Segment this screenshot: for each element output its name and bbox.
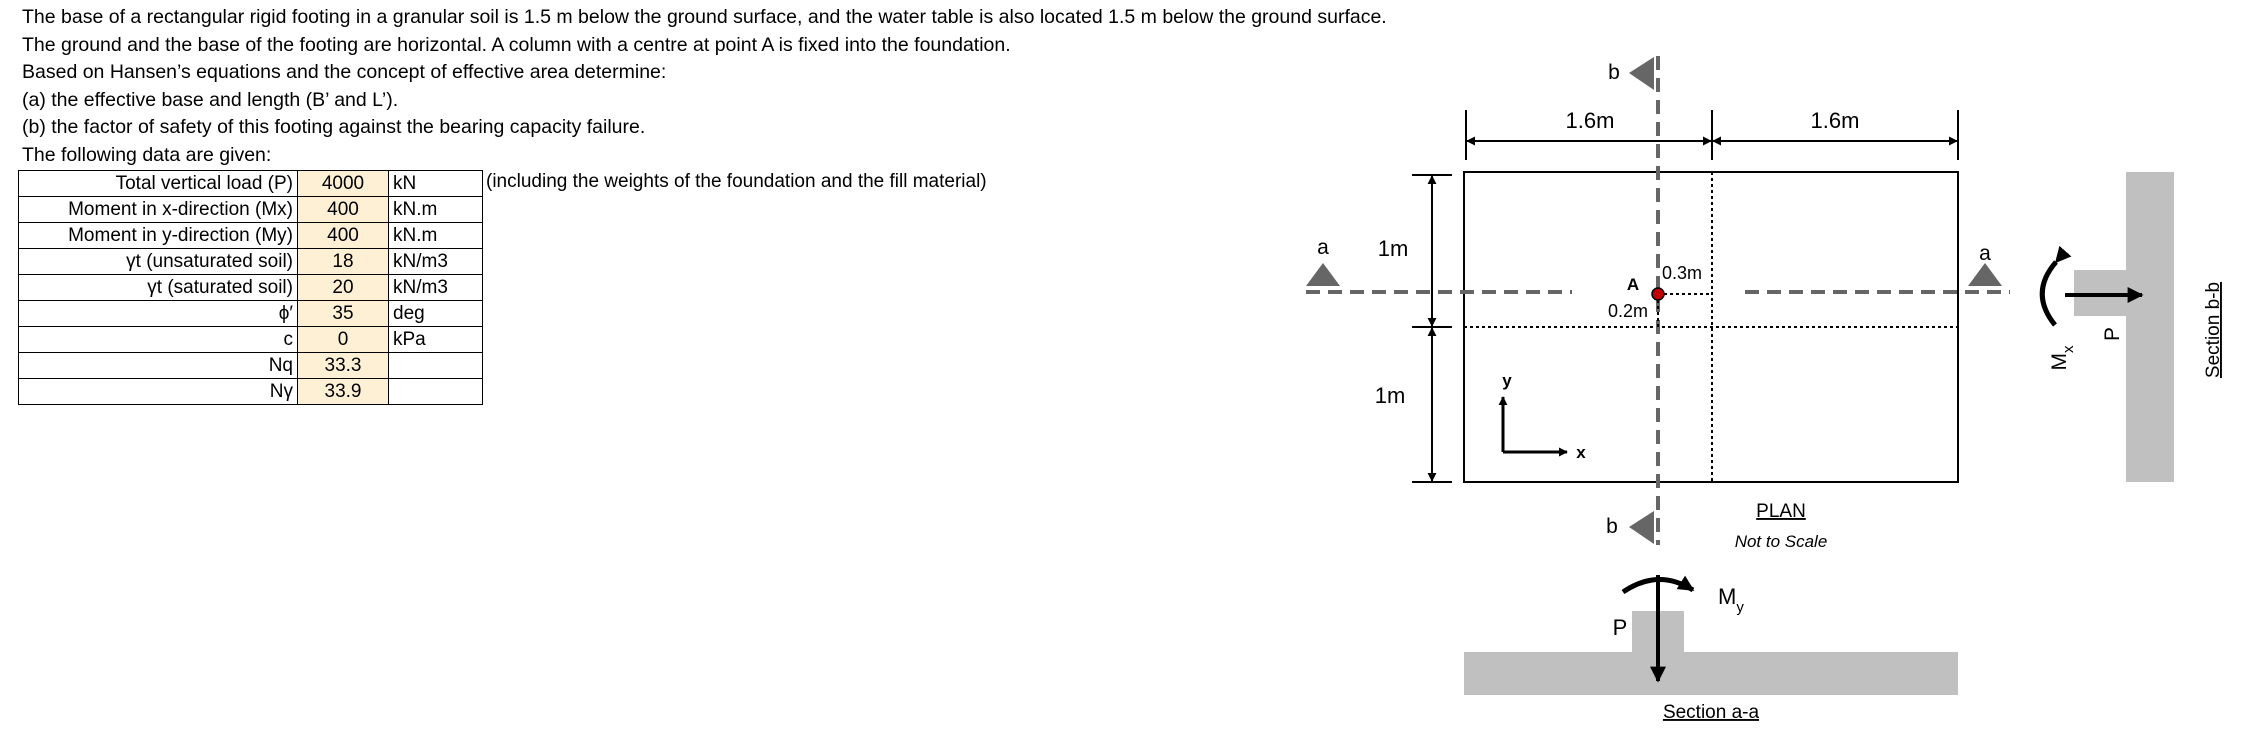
section-b-label-top: b bbox=[1608, 61, 1620, 84]
row-value: 400 bbox=[298, 197, 389, 223]
section-b-label-bottom: b bbox=[1606, 515, 1618, 538]
row-value: 0 bbox=[298, 327, 389, 353]
section-aa-moment-label bbox=[1718, 584, 1744, 616]
problem-line: Based on Hansen’s equations and the concept of effective area determine: bbox=[22, 61, 667, 84]
section-a-marker-right bbox=[1968, 263, 2002, 286]
moment-x-main: M bbox=[2048, 353, 2071, 371]
problem-line: The base of a rectangular rigid footing in a granular soil is 1.5 m below the ground surface, and the water table is also located 1.5 m below the ground surface. bbox=[22, 6, 1387, 28]
axis-y-label: y bbox=[1502, 371, 1512, 390]
row-unit: kN.m bbox=[389, 223, 483, 249]
section-bb-moment-arrow bbox=[2042, 262, 2056, 325]
section-bb-title: Section b-b bbox=[2203, 281, 2224, 379]
dim-left-width-label: 1.6m bbox=[1565, 108, 1615, 133]
row-value: 4000 bbox=[298, 171, 389, 197]
section-b-marker-bottom bbox=[1629, 511, 1654, 544]
row-label: c bbox=[19, 327, 298, 353]
row-value: 33.9 bbox=[298, 379, 389, 405]
problem-line: The ground and the base of the footing are horizontal. A column with a centre at point A is fixed into the foundation. bbox=[22, 33, 1011, 56]
row-unit: kPa bbox=[389, 327, 483, 353]
section-a-label-right: a bbox=[1979, 242, 1991, 265]
row-label: ϕ′ bbox=[19, 301, 298, 327]
row-value: 20 bbox=[298, 275, 389, 301]
offset-y-label: 0.2m bbox=[1607, 301, 1649, 321]
row-label: Total vertical load (P) bbox=[19, 171, 298, 197]
axis-x-label: x bbox=[1576, 443, 1586, 462]
section-a-label-left: a bbox=[1317, 236, 1329, 259]
row-unit: kN/m3 bbox=[389, 249, 483, 275]
moment-x-sub: x bbox=[2060, 345, 2077, 353]
moment-y-sub: y bbox=[1736, 599, 1744, 616]
moment-y-main: M bbox=[1718, 584, 1737, 609]
row-value: 35 bbox=[298, 301, 389, 327]
row-label: Moment in y-direction (My) bbox=[19, 223, 298, 249]
problem-line: The following data are given: bbox=[22, 143, 272, 166]
dim-top-height-label: 1m bbox=[1377, 236, 1409, 261]
section-bb-moment-label bbox=[2048, 345, 2077, 371]
plan-note: Not to Scale bbox=[1734, 532, 1828, 551]
load-note: (including the weights of the foundation and the fill material) bbox=[486, 171, 987, 192]
row-unit: kN/m3 bbox=[389, 275, 483, 301]
row-unit: kN bbox=[389, 171, 483, 197]
section-aa-title: Section a-a bbox=[1662, 702, 1760, 723]
row-label: Nq bbox=[19, 353, 298, 379]
row-value: 400 bbox=[298, 223, 389, 249]
section-bb-load-label: P bbox=[2101, 326, 2124, 342]
section-a-marker-left bbox=[1306, 263, 1340, 286]
row-label: Moment in x-direction (Mx) bbox=[19, 197, 298, 223]
dim-bottom-height-label: 1m bbox=[1374, 383, 1406, 408]
row-value: 18 bbox=[298, 249, 389, 275]
row-unit: kN.m bbox=[389, 197, 483, 223]
plan-title: PLAN bbox=[1756, 501, 1806, 522]
row-unit: deg bbox=[389, 301, 483, 327]
row-label: γt (unsaturated soil) bbox=[19, 249, 298, 275]
section-b-marker-top bbox=[1629, 57, 1654, 90]
problem-line: (b) the factor of safety of this footing against the bearing capacity failure. bbox=[22, 116, 646, 139]
problem-line: (a) the effective base and length (B’ and L’). bbox=[22, 88, 399, 111]
point-a-marker bbox=[1652, 288, 1664, 300]
dim-right-width-label: 1.6m bbox=[1810, 108, 1860, 133]
section-aa-load-label: P bbox=[1612, 615, 1628, 640]
row-label: γt (saturated soil) bbox=[19, 275, 298, 301]
section-aa-footing bbox=[1464, 652, 1958, 695]
section-bb-footing bbox=[2126, 172, 2174, 482]
row-label: Nγ bbox=[19, 379, 298, 405]
row-value: 33.3 bbox=[298, 353, 389, 379]
point-a-label: A bbox=[1626, 275, 1640, 294]
offset-x-label: 0.3m bbox=[1661, 263, 1703, 283]
